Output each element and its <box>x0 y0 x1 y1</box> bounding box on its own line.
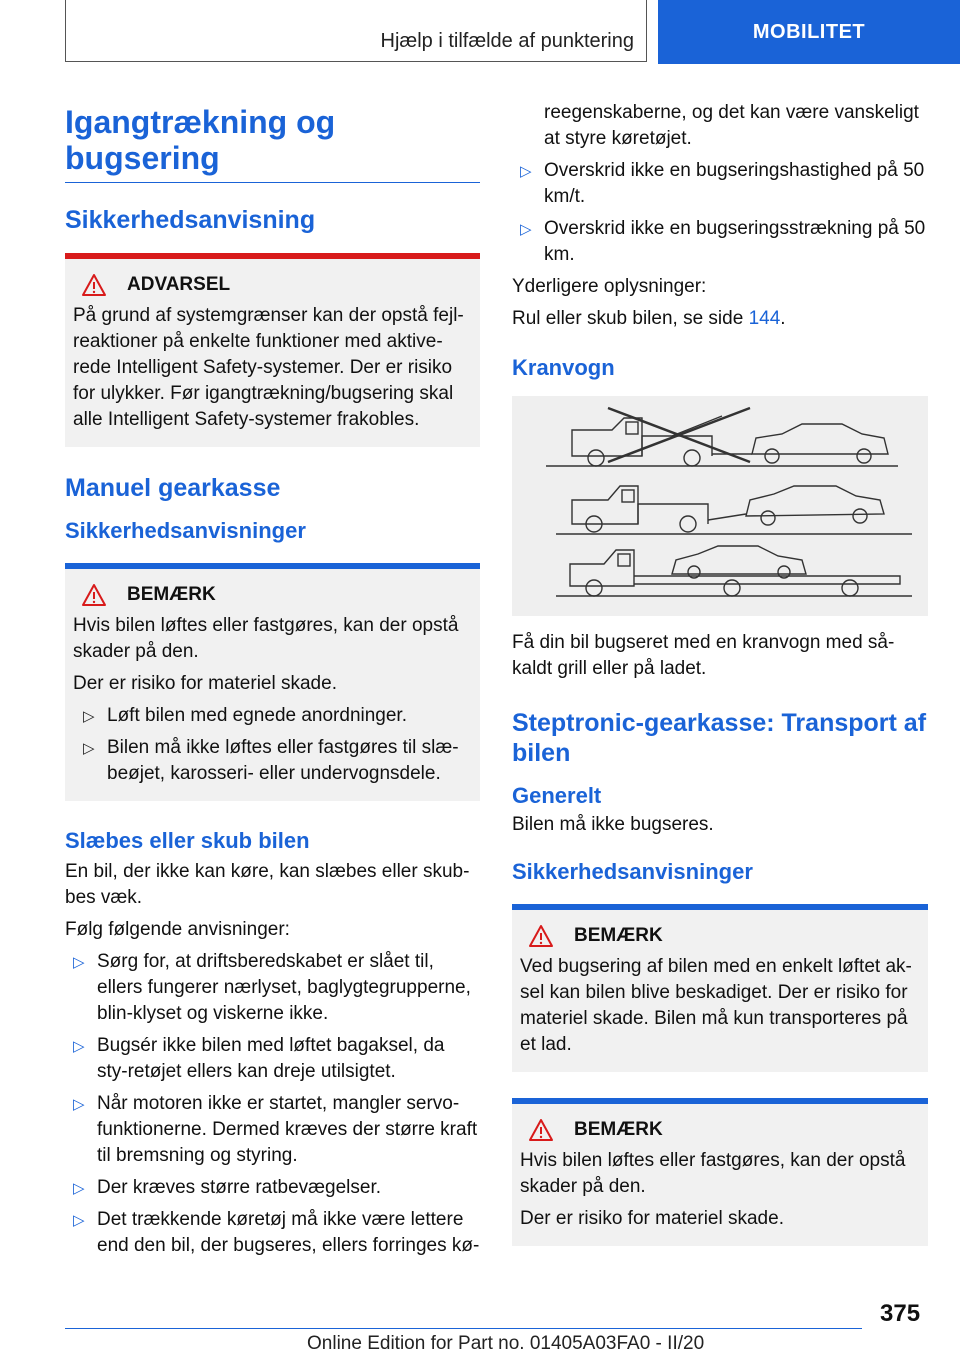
bullet-triangle-icon: ▷ <box>73 1096 85 1113</box>
page-title: Igangtrækning og bugsering <box>65 104 480 183</box>
page-number: 375 <box>880 1300 921 1327</box>
warning-triangle-icon <box>528 1118 554 1142</box>
note-text: Der er risiko for materiel skade. <box>520 1208 784 1229</box>
warning-triangle-icon <box>528 924 554 948</box>
tow-push-heading: Slæbes eller skub bilen <box>65 828 310 853</box>
list-item: ▷ Overskrid ikke en bugseringsstrækning på 50 km. <box>520 218 926 265</box>
bullet-triangle-icon: ▷ <box>73 1038 85 1055</box>
note-label: BEMÆRK <box>127 584 216 605</box>
left-column <box>65 96 480 1259</box>
note-list <box>73 703 472 787</box>
note-text: Ved bugsering af bilen med en enkelt løftet ak-sel kan bilen blive beskadiget. Der er risiko for materiel skade. Bilen må kun transporteres på et lad. <box>520 956 912 1055</box>
list-item: ▷ Løft bilen med egnede anordninger. <box>73 703 472 729</box>
header-frame <box>65 0 647 62</box>
tow-truck-illustration <box>512 396 928 616</box>
bullet-triangle-icon: ▷ <box>73 954 85 971</box>
note-label: BEMÆRK <box>574 925 663 946</box>
tow-truck-diagram-icon <box>512 396 928 616</box>
bullet-triangle-icon: ▷ <box>83 740 95 757</box>
bullet-triangle-icon: ▷ <box>520 221 532 238</box>
more-info-label: Yderligere oplysninger: <box>512 276 707 297</box>
right-column <box>512 100 928 1246</box>
list-item: ▷ Overskrid ikke en bugseringshastighed på 50 km/t. <box>520 160 925 207</box>
bullet-triangle-icon: ▷ <box>83 708 95 725</box>
list-item: ▷ Når motoren ikke er startet, mangler servo-funktionerne. Dermed kræves der større kraft til bremsning og styring. <box>73 1093 478 1166</box>
right-safety-heading: Sikkerhedsanvisninger <box>512 859 753 884</box>
footer-edition: Online Edition for Part no. 01405A03FA0 - II/20 <box>307 1333 705 1354</box>
general-heading: Generelt <box>512 783 602 808</box>
warning-text: På grund af systemgrænser kan der opstå fejl-reaktioner på enkelte funktioner med aktive-rede Intelligent Safety-systemer. Der er risiko for ulykker. Før igangtrækning/bugsering skal alle Intelligent Safety-systemer frakobles. <box>73 305 464 430</box>
warning-box <box>65 253 480 447</box>
continued-list <box>512 100 928 268</box>
note-label: BEMÆRK <box>574 1119 663 1140</box>
footer-divider <box>65 1328 862 1329</box>
bullet-triangle-icon: ▷ <box>520 163 532 180</box>
tow-text: En bil, der ikke kan køre, kan slæbes eller skub-bes væk. <box>65 861 470 908</box>
bullet-triangle-icon: ▷ <box>73 1212 85 1229</box>
general-text: Bilen må ikke bugseres. <box>512 814 714 835</box>
manual-gearbox-heading: Manuel gearkasse <box>65 474 281 502</box>
list-item: ▷ Det trækkende køretøj må ikke være lettere end den bil, der bugseres, ellers forringes kø- <box>73 1209 480 1256</box>
list-item: reegenskaberne, og det kan være vanskeligt at styre køretøjet. <box>544 102 919 149</box>
warning-triangle-icon <box>81 583 107 607</box>
safety-heading: Sikkerhedsanvisning <box>65 206 316 234</box>
manual-safety-subheading: Sikkerhedsanvisninger <box>65 518 306 543</box>
note-box <box>65 563 480 801</box>
note-text: Hvis bilen løftes eller fastgøres, kan der opstå skader på den. <box>73 615 459 662</box>
bullet-triangle-icon: ▷ <box>73 1180 85 1197</box>
crane-truck-heading: Kranvogn <box>512 355 615 380</box>
list-item: ▷ Bugsér ikke bilen med løftet bagaksel, da sty-retøjet ellers kan dreje utilsigtet. <box>73 1035 445 1082</box>
warning-label: ADVARSEL <box>127 274 231 295</box>
list-item: ▷ Bilen må ikke løftes eller fastgøres til slæ-beøjet, karosseri- eller undervognsdele. <box>83 737 459 784</box>
list-item: ▷ Der kræves større ratbevægelser. <box>65 1175 480 1201</box>
list-item: ▷ Sørg for, at driftsberedskabet er slået til, ellers fungerer nærlyset, baglygtegrupperne, blin-klyset og viskerne ikke. <box>73 951 471 1024</box>
header-chapter-tab[interactable]: MOBILITET <box>658 0 960 64</box>
note-text: Der er risiko for materiel skade. <box>73 673 337 694</box>
reference-text: Rul eller skub bilen, se side 144. <box>512 308 786 329</box>
header-section-title: Hjælp i tilfælde af punktering <box>380 30 634 52</box>
note-box <box>512 904 928 1072</box>
note-box <box>512 1098 928 1246</box>
tow-list <box>65 949 480 1259</box>
steptronic-heading: Steptronic-gearkasse: Transport af bilen <box>512 709 927 767</box>
page-reference-link[interactable]: 144 <box>748 308 781 329</box>
warning-triangle-icon <box>81 273 107 297</box>
crane-truck-text: Få din bil bugseret med en kranvogn med så-kaldt grill eller på ladet. <box>512 632 895 679</box>
tow-text: Følg følgende anvisninger: <box>65 919 290 940</box>
note-text: Hvis bilen løftes eller fastgøres, kan der opstå skader på den. <box>520 1150 906 1197</box>
